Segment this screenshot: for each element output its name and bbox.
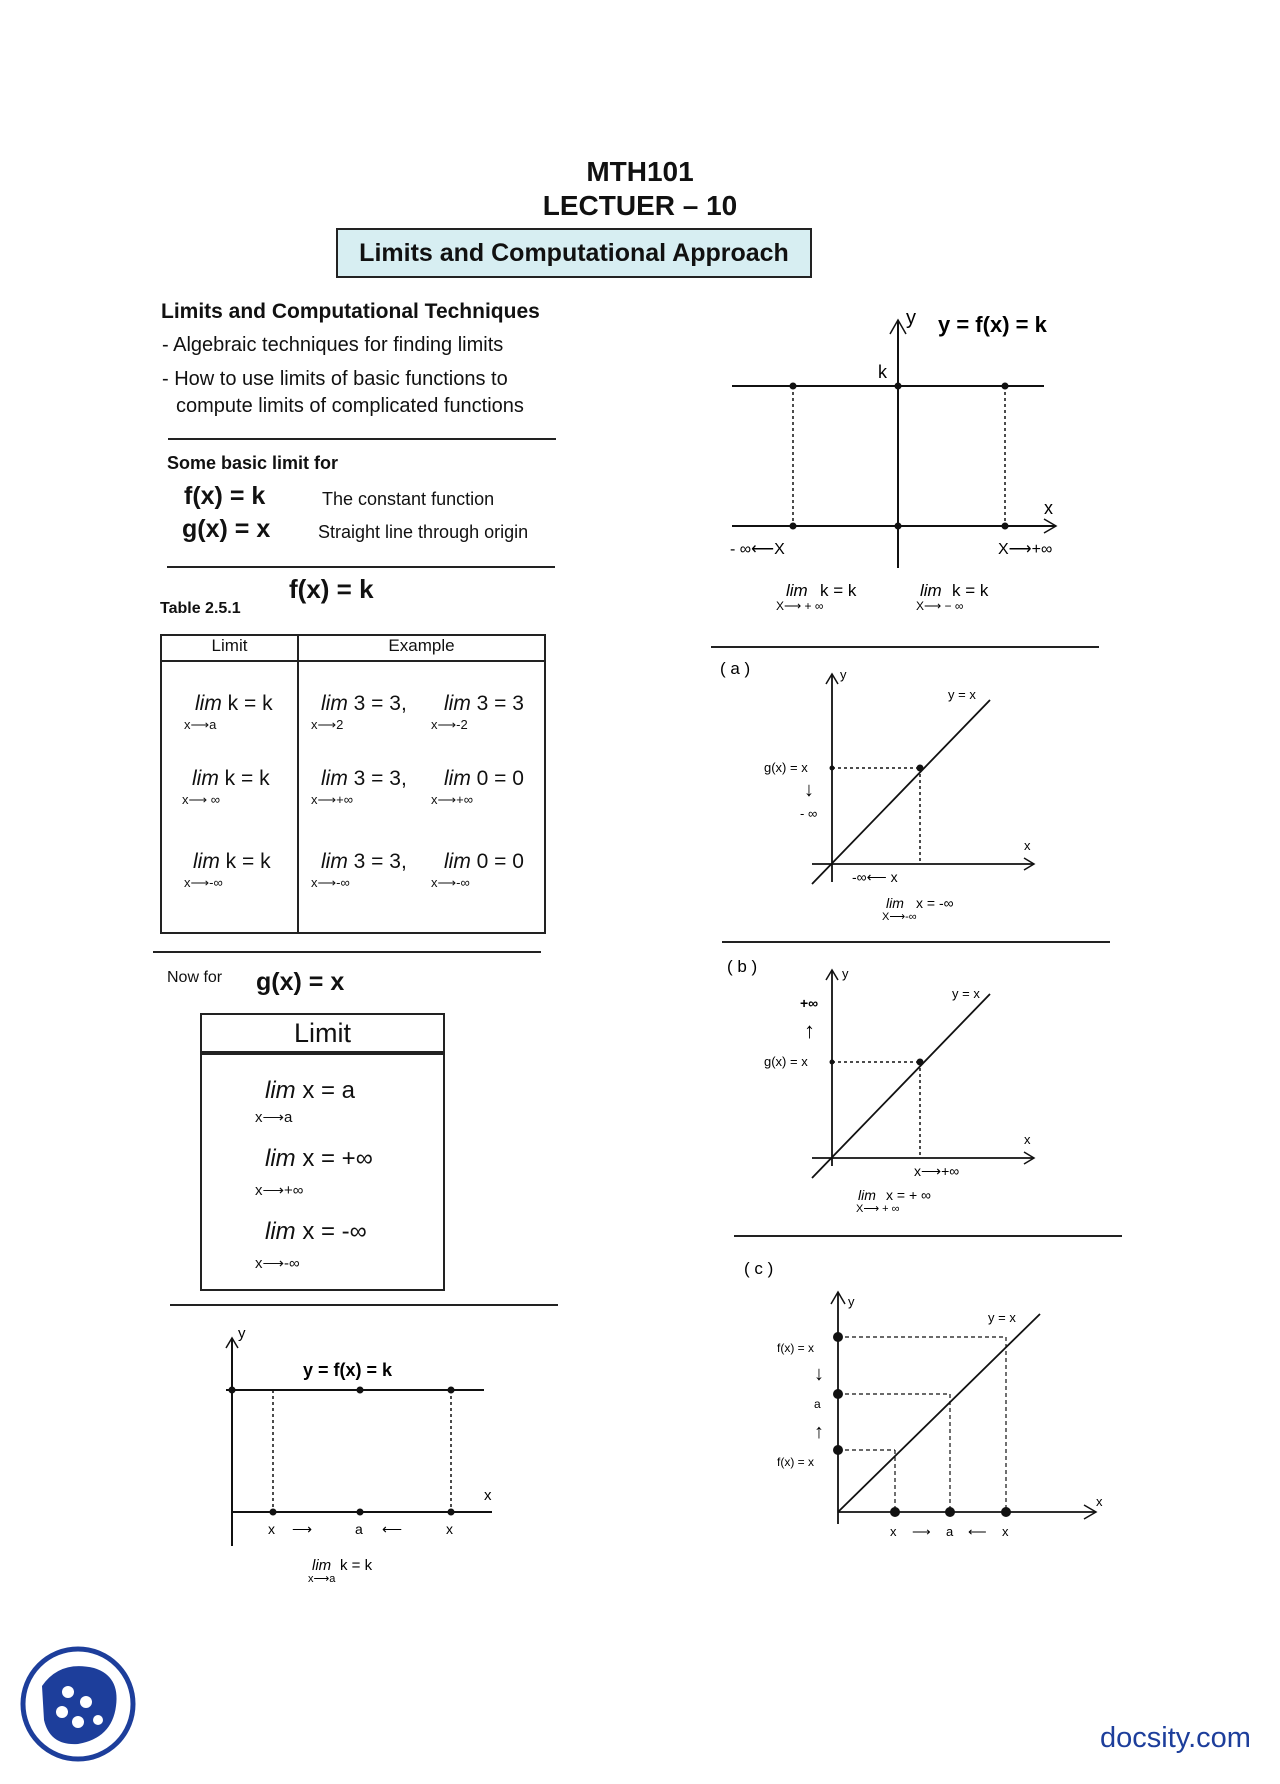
fx-lower-label: f(x) = x (777, 1455, 815, 1469)
point (833, 1445, 843, 1455)
point (448, 1387, 455, 1394)
line-label: y = x (952, 986, 980, 1001)
g-limit-row-1: lim x = a (265, 1077, 356, 1104)
table-caption: Table 2.5.1 (160, 600, 241, 617)
lim-word: lim (886, 895, 904, 911)
x-approach-label: x⟶+∞ (914, 1163, 960, 1179)
docsity-logo-icon (20, 1646, 136, 1762)
example-3b: lim 0 = 0 (444, 850, 524, 873)
col-header-example: Example (298, 635, 545, 661)
lim-2: k = k (952, 581, 989, 600)
gx-label: g(x) = x (764, 1054, 808, 1069)
x-label: x (1044, 498, 1053, 518)
g-desc: Straight line through origin (318, 522, 529, 542)
identity-line (838, 1314, 1040, 1512)
lim-word: lim (920, 581, 942, 600)
point (830, 1060, 835, 1065)
banner-title: Limits and Computational Approach (336, 228, 812, 278)
lim-subscript: X⟶ + ∞ (856, 1203, 900, 1215)
up-arrow: ↑ (814, 1421, 824, 1443)
graph-label: ( b ) (727, 957, 758, 976)
left-limit-label: - ∞⟵X (730, 541, 785, 558)
arrow-right: ⟶ (292, 1521, 313, 1537)
course-code: MTH101 (586, 156, 694, 187)
a-label-x: a (946, 1524, 954, 1539)
example-3b-sub: x⟶-∞ (431, 875, 470, 890)
x-approach-label: -∞⟵ x (852, 869, 898, 885)
table-function-title: f(x) = k (289, 574, 374, 604)
x-label: x (1024, 838, 1031, 853)
graph-label: ( c ) (744, 1259, 774, 1278)
point (895, 523, 902, 530)
intro-heading: Limits and Computational Techniques (161, 300, 540, 323)
x-label: x (484, 1487, 492, 1504)
point (917, 1059, 924, 1066)
point (1002, 383, 1009, 390)
example-3a-sub: x⟶-∞ (311, 875, 350, 890)
g-def: g(x) = x (182, 515, 271, 543)
x-left-label: x (890, 1524, 897, 1539)
arrow-left: ⟵ (968, 1524, 987, 1539)
lim-1: k = k (820, 581, 857, 600)
now-for-label: Now for (167, 969, 223, 986)
y-label: y (842, 966, 849, 981)
y-label: y (238, 1325, 246, 1342)
point (448, 1509, 455, 1516)
intro-bullet-2b: compute limits of complicated functions (176, 395, 524, 417)
point (890, 1507, 900, 1517)
g-limit-row-3-sub: x⟶-∞ (255, 1255, 300, 1272)
example-1a-sub: x⟶2 (311, 717, 344, 732)
lim-expression: k = k (340, 1557, 373, 1574)
point (357, 1387, 364, 1394)
lim-expression: x = + ∞ (886, 1187, 932, 1203)
g-limit-row-2-sub: x⟶+∞ (255, 1182, 304, 1199)
lim-2-sub: X⟶ − ∞ (916, 599, 964, 613)
limit-column (162, 662, 297, 932)
x-right-label: x (446, 1521, 453, 1537)
point (790, 523, 797, 530)
lim-subscript: X⟶-∞ (882, 911, 917, 923)
col-header-limit: Limit (161, 635, 298, 661)
line-label: y = x (988, 1310, 1016, 1325)
down-arrow: ↓ (804, 779, 814, 801)
a-label: a (355, 1521, 363, 1537)
lim-subscript: x⟶a (308, 1573, 336, 1585)
graph-b (700, 946, 1100, 1226)
limit-row-1-sub: x⟶a (184, 717, 217, 732)
point (270, 1509, 277, 1516)
divider (734, 1235, 1122, 1237)
f-desc: The constant function (322, 489, 495, 509)
g-limit-table (200, 1013, 445, 1291)
example-2a-sub: x⟶+∞ (311, 792, 353, 807)
lim-word: lim (858, 1187, 876, 1203)
x-label: x (1024, 1132, 1031, 1147)
point (945, 1507, 955, 1517)
point (895, 383, 902, 390)
example-2b: lim 0 = 0 (444, 767, 524, 790)
fx-upper-label: f(x) = x (777, 1341, 815, 1355)
example-column (299, 662, 544, 932)
arrow-left: ⟵ (382, 1521, 403, 1537)
graph-c (700, 1248, 1120, 1548)
identity-line (812, 700, 990, 884)
example-2a: lim 3 = 3, (321, 767, 407, 790)
lim-1-sub: X⟶ + ∞ (776, 599, 824, 613)
a-label-y: a (814, 1397, 821, 1411)
x-left-label: x (268, 1521, 275, 1537)
divider (170, 1304, 558, 1306)
lim-expression: x = -∞ (916, 895, 954, 911)
limit-row-2: lim k = k (192, 767, 270, 790)
graph-title: y = f(x) = k (938, 312, 1047, 337)
example-1a: lim 3 = 3, (321, 692, 407, 715)
graph-label: ( a ) (720, 659, 751, 678)
g-limit-row-1-sub: x⟶a (255, 1109, 293, 1126)
lim-word: lim (786, 581, 808, 600)
example-1b: lim 3 = 3 (444, 692, 524, 715)
divider (168, 438, 556, 440)
up-arrow: ↑ (804, 1018, 815, 1043)
limit-row-1: lim k = k (195, 692, 273, 715)
x-right-label: x (1002, 1524, 1009, 1539)
divider (153, 951, 541, 953)
f-def: f(x) = k (184, 482, 266, 510)
example-3a: lim 3 = 3, (321, 850, 407, 873)
down-arrow: ↓ (814, 1363, 824, 1385)
point (790, 383, 797, 390)
graph-title: y = f(x) = k (303, 1360, 393, 1380)
point (917, 765, 924, 772)
basic-heading: Some basic limit for (167, 453, 339, 473)
point (357, 1509, 364, 1516)
graph-a (700, 652, 1100, 932)
g-section-title: g(x) = x (256, 968, 345, 996)
gx-label: g(x) = x (764, 760, 808, 775)
point (1002, 523, 1009, 530)
intro-bullet-1: - Algebraic techniques for finding limits (162, 334, 504, 356)
lecture-title: LECTUER – 10 (542, 190, 738, 221)
identity-line (812, 994, 990, 1178)
example-1b-sub: x⟶-2 (431, 717, 468, 732)
constant-function-graph-top (720, 300, 1090, 620)
divider (722, 941, 1110, 943)
line-label: y = x (948, 687, 976, 702)
plus-infinity-label: +∞ (800, 995, 819, 1011)
limit-row-2-sub: x⟶ ∞ (182, 792, 221, 807)
limits-table (160, 634, 546, 934)
right-limit-label: X⟶+∞ (998, 541, 1053, 558)
point (830, 766, 835, 771)
limit-row-3: lim k = k (193, 850, 271, 873)
minus-infinity-label: - ∞ (800, 806, 818, 821)
g-limit-row-2: lim x = +∞ (265, 1145, 373, 1172)
example-2b-sub: x⟶+∞ (431, 792, 473, 807)
point (1001, 1507, 1011, 1517)
point (229, 1387, 236, 1394)
divider (167, 566, 555, 568)
g-limit-header: Limit (202, 1015, 443, 1055)
y-label: y (840, 667, 847, 682)
x-label: x (1096, 1494, 1103, 1509)
arrow-right: ⟶ (912, 1524, 931, 1539)
k-label: k (878, 362, 887, 382)
g-limit-row-3: lim x = -∞ (265, 1218, 367, 1245)
point (833, 1389, 843, 1399)
intro-bullet-2a: - How to use limits of basic functions to (162, 368, 508, 390)
point (833, 1332, 843, 1342)
limit-row-3-sub: x⟶-∞ (184, 875, 223, 890)
y-label: y (848, 1294, 855, 1309)
docsity-brand-link[interactable]: docsity.com (1100, 1722, 1251, 1754)
y-label: y (906, 307, 916, 329)
divider (711, 646, 1099, 648)
lim-word: lim (312, 1557, 332, 1574)
constant-function-graph-bottom (200, 1318, 500, 1588)
